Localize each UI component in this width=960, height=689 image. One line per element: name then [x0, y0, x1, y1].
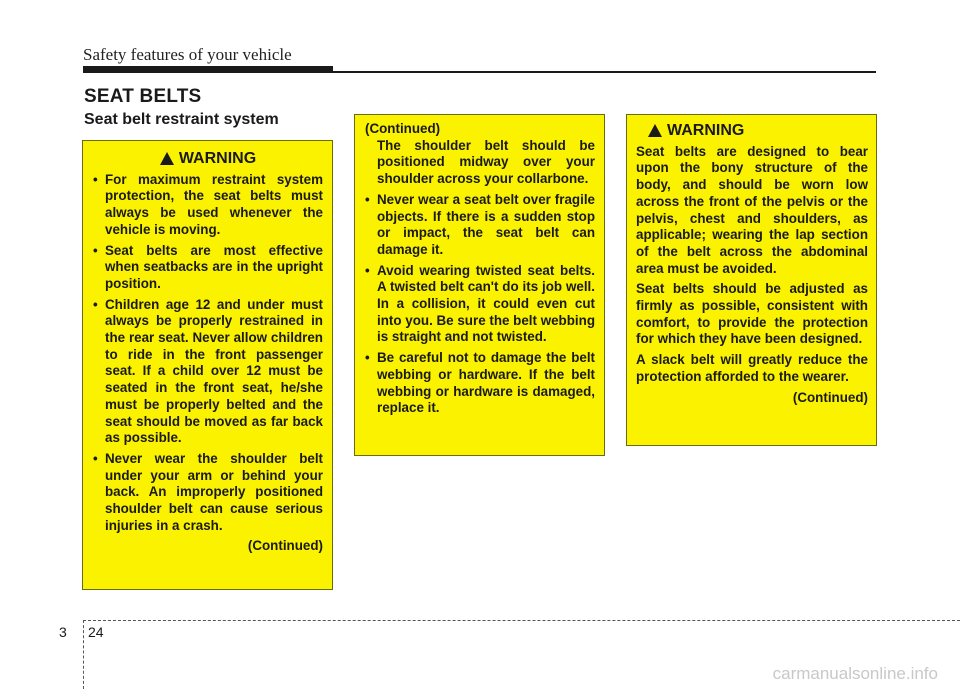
chapter-title: Safety features of your vehicle [83, 45, 292, 64]
subsection-title: Seat belt restraint system [84, 111, 279, 128]
warning-bullet: • Avoid wearing twisted seat belts. A twisted belt can't do its job well. In a collision, it could even cut into you. Be sure the belt webbing is straight and not twisted. [365, 263, 595, 347]
warning-bullet: • Children age 12 and under must always be properly restrained in the rear seat. Never allow children to ride in the front passenger seat. If a child over 12 must be seated in the front seat, he/she must be properly belted and the seat should be moved as far back as possible. [93, 297, 323, 447]
warning-header [636, 123, 868, 140]
warning-label: WARNING [667, 122, 745, 139]
warning-box-3 [626, 114, 877, 446]
warning-label: WARNING [178, 150, 257, 167]
warning-box-1 [82, 140, 333, 590]
warning-bullet: • Seat belts are most effective when seatbacks are in the upright position. [93, 243, 323, 293]
warning-triangle-icon [648, 124, 662, 137]
continued-label: (Continued) [792, 389, 868, 405]
warning-bullet: • For maximum restraint system protection, the seat belts must always be used whenever the vehicle is moving. [93, 172, 323, 239]
warning-paragraph: Seat belts are designed to bear upon the bony structure of the body, and should be worn low across the front of the pelvis or the pelvis, chest and shoulders, as applicable; wearing the lap section of the belt across the abdominal area must be avoided. [636, 143, 868, 276]
header-rule [83, 71, 876, 73]
continued-label: (Continued) [247, 538, 323, 554]
chapter-number: 3 [59, 624, 67, 640]
warning-header [93, 151, 323, 168]
warning-box-2 [354, 114, 605, 456]
watermark: carmanualsonline.info [772, 664, 938, 683]
continued-label: (Continued) [365, 121, 441, 136]
section-title: SEAT BELTS [84, 86, 202, 107]
footer-divider [83, 620, 960, 621]
warning-triangle-icon [160, 152, 174, 165]
warning-paragraph: The shoulder belt should be positioned midway over your shoulder across your collarbone. [377, 137, 595, 187]
warning-bullet: • Never wear the shoulder belt under your arm or behind your back. An improperly positioned shoulder belt can cause serious injuries in a crash. [93, 451, 323, 535]
warning-paragraph: A slack belt will greatly reduce the protection afforded to the wearer. [636, 352, 868, 384]
page-number: 24 [88, 624, 104, 640]
warning-paragraph: Seat belts should be adjusted as firmly as possible, consistent with comfort, to provide the protection for which they have been designed. [636, 281, 868, 347]
warning-bullet: • Be careful not to damage the belt webbing or hardware. If the belt webbing or hardware is damaged, replace it. [365, 350, 595, 417]
warning-bullet: • Never wear a seat belt over fragile objects. If there is a sudden stop or impact, the seat belt can damage it. [365, 192, 595, 259]
footer-vertical-divider [83, 620, 84, 689]
